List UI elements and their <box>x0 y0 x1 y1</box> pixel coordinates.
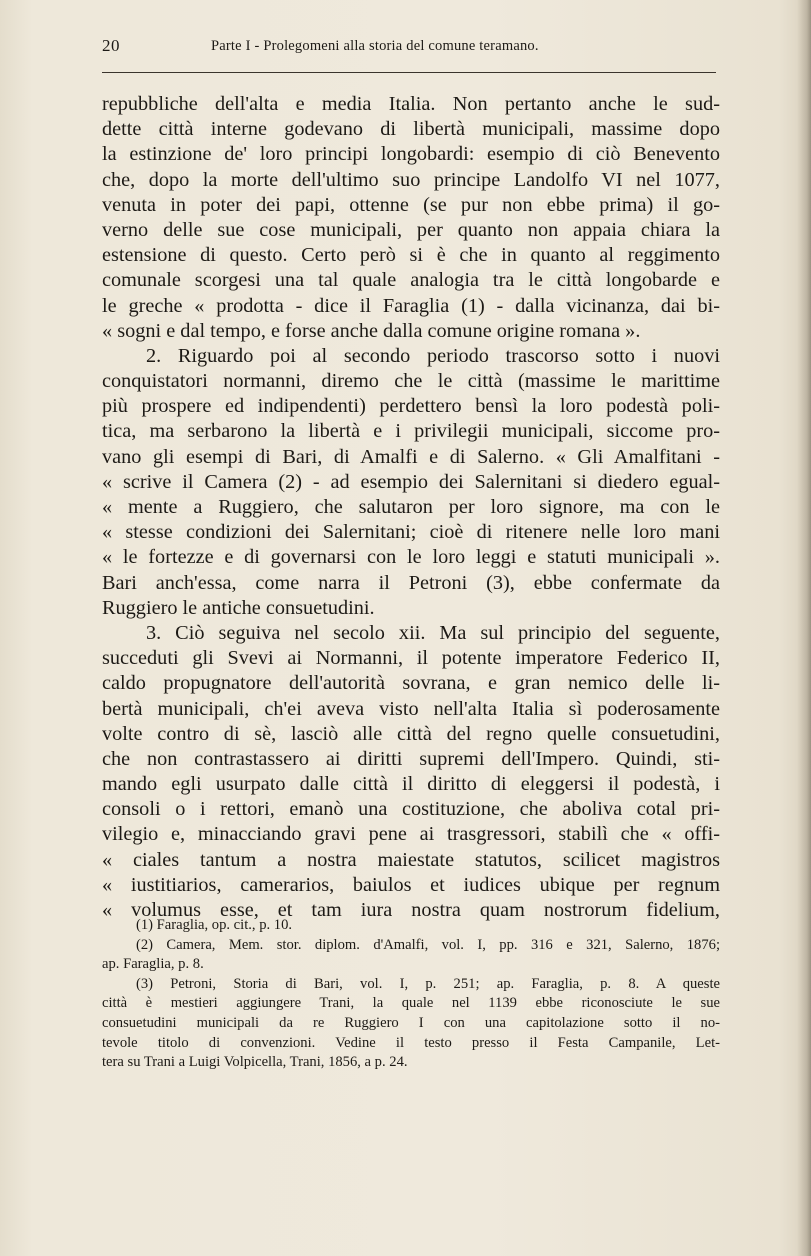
footnote-3: (3) Petroni, Storia di Bari, vol. I, p. 251; ap. Faraglia, p. 8. A queste <box>136 975 720 992</box>
footnotes <box>102 916 720 1073</box>
page-number: 20 <box>102 36 120 55</box>
text-line: venuta in poter dei papi, ottenne (se pur non ebbe prima) il go- <box>102 193 720 216</box>
text-line: « ciales tantum a nostra maiestate statutos, scilicet magistros <box>102 848 720 871</box>
text-line: che, dopo la morte dell'ultimo suo principe Landolfo VI nel 1077, <box>102 168 720 191</box>
text-line: più prospere ed indipendenti) perdettero bensì la loro podestà poli- <box>102 395 720 418</box>
text-line: mando egli usurpato dalle città il diritto di eleggersi il podestà, i <box>102 773 720 796</box>
text-line: bertà municipali, ch'ei aveva visto nell'alta Italia sì poderosamente <box>102 697 720 720</box>
text-line: che non contrastassero ai diritti supremi dell'Impero. Quindi, sti- <box>102 747 720 770</box>
footnote-line: ap. Faraglia, p. 8. <box>102 956 204 973</box>
text-line: « iustitiarios, camerarios, baiulos et iudices ubique per regnum <box>102 873 720 896</box>
section-2-start: 2. Riguardo poi al secondo periodo trascorso sotto i nuovi <box>146 344 720 367</box>
body-text <box>102 92 720 923</box>
text-line: vano gli esempi di Bari, di Amalfi e di Salerno. « Gli Amalfitani - <box>102 445 720 468</box>
text-line: vilegio e, minacciando gravi pene ai trasgressori, stabilì che « offi- <box>102 823 720 846</box>
text-line: « sogni e dal tempo, e forse anche dalla comune origine romana ». <box>102 319 641 342</box>
text-line: le greche « prodotta - dice il Faraglia (1) - dalla vicinanza, dai bi- <box>102 294 720 317</box>
text-line: tica, ma serbarono la libertà e i privilegii municipali, siccome pro- <box>102 420 720 443</box>
footnote-line: tera su Trani a Luigi Volpicella, Trani, 1856, a p. 24. <box>102 1054 408 1071</box>
text-line: comunale scorgesi una tal quale analogia tra le città longobarde e <box>102 269 720 292</box>
running-header <box>102 36 716 66</box>
text-line: consoli o i rettori, emanò una costituzione, che aboliva cotal pri- <box>102 798 720 821</box>
text-line: verno delle sue cose municipali, per quanto non appaia chiara la <box>102 218 720 241</box>
text-line: succeduti gli Svevi ai Normanni, il potente imperatore Federico II, <box>102 647 720 670</box>
footnote-line: tevole titolo di convenzioni. Vedine il testo presso il Festa Campanile, Let- <box>102 1034 720 1051</box>
text-line: « volumus esse, et tam iura nostra quam nostrorum fidelium, <box>102 899 720 921</box>
text-line: repubbliche dell'alta e media Italia. Non pertanto anche le sud- <box>102 93 720 115</box>
text-line: caldo propugnatore dell'autorità sovrana, e gran nemico delle li- <box>102 672 720 695</box>
text-line: volte contro di sè, lasciò alle città del regno quelle consuetudini, <box>102 722 720 745</box>
text-line: « stesse condizioni dei Salernitani; cioè di ritenere nelle loro mani <box>102 521 720 544</box>
text-line: estensione di questo. Certo però si è che in quanto al reggimento <box>102 244 720 267</box>
footnote-1: (1) Faraglia, op. cit., p. 10. <box>136 917 293 933</box>
running-title: Parte I - Prolegomeni alla storia del comune teramano. <box>211 38 539 54</box>
page-edge-shadow <box>797 0 811 1256</box>
text-line: « scrive il Camera (2) - ad esempio dei Salernitani si diedero egual- <box>102 470 720 493</box>
header-rule <box>102 72 716 73</box>
text-line: « mente a Ruggiero, che salutaron per loro signore, ma con le <box>102 496 720 518</box>
text-line: « le fortezze e di governarsi con le loro leggi e statuti municipali ». <box>102 546 720 569</box>
text-line: Ruggiero le antiche consuetudini. <box>102 596 375 619</box>
text-line: dette città interne godevano di libertà municipali, massime dopo <box>102 118 720 141</box>
text-line: la estinzione de' loro principi longobardi: esempio di ciò Benevento <box>102 143 720 166</box>
footnote-line: consuetudini municipali da re Ruggiero I con una capitolazione sotto il no- <box>102 1014 720 1031</box>
footnote-line: città è mestieri aggiungere Trani, la quale nel 1139 ebbe riconosciute le sue <box>102 995 720 1012</box>
footnote-2: (2) Camera, Mem. stor. diplom. d'Amalfi, vol. I, pp. 316 e 321, Salerno, 1876; <box>136 936 720 953</box>
text-line: conquistatori normanni, diremo che le città (massime le marittime <box>102 370 720 393</box>
text-line: Bari anch'essa, come narra il Petroni (3), ebbe confermate da <box>102 571 720 594</box>
section-3-start: 3. Ciò seguiva nel secolo xii. Ma sul principio del seguente, <box>146 621 720 644</box>
